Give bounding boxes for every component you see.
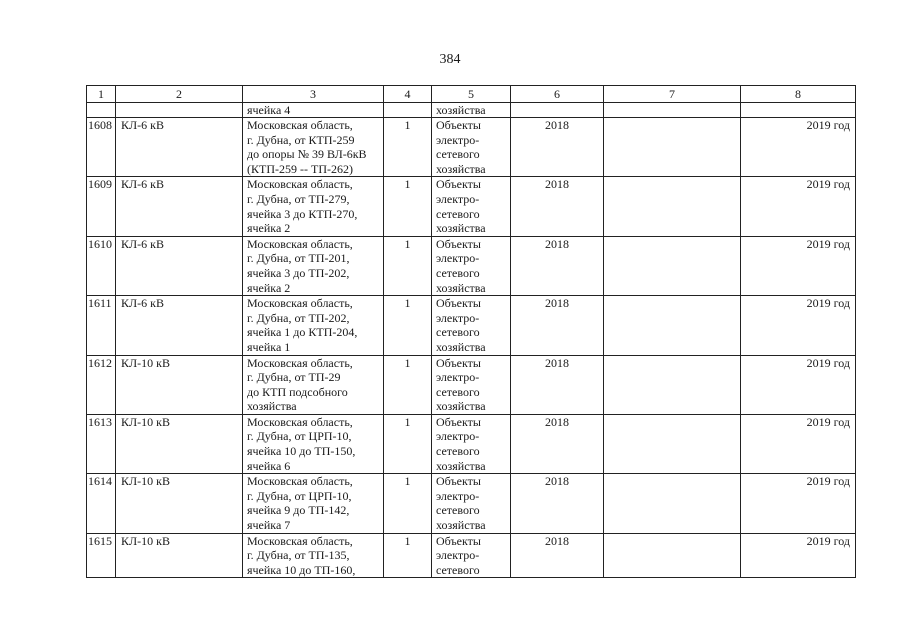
cell-num: 1609 [87, 177, 116, 236]
cell-location: Московская область, г. Дубна, от ТП-202, ячейка 1 до КТП-204, ячейка 1 [243, 296, 384, 355]
cell-num: 1610 [87, 236, 116, 295]
cell-object: хозяйства [432, 103, 511, 118]
column-number: 1 [87, 86, 116, 103]
cell-qty: 1 [384, 236, 432, 295]
cell-location: Московская область, г. Дубна, от ТП-135, ячейка 10 до ТП-160, [243, 533, 384, 578]
cell-num: 1613 [87, 414, 116, 473]
cell-qty: 1 [384, 355, 432, 414]
cell-num [87, 103, 116, 118]
cell-qty: 1 [384, 474, 432, 533]
cell-qty: 1 [384, 177, 432, 236]
cell-col7 [604, 533, 741, 578]
cell-qty: 1 [384, 414, 432, 473]
cell-location: Московская область, г. Дубна, от ТП-29 до КТП подсобного хозяйства [243, 355, 384, 414]
column-number: 2 [116, 86, 243, 103]
cell-num: 1611 [87, 296, 116, 355]
cell-location: Московская область, г. Дубна, от ТП-201, ячейка 3 до ТП-202, ячейка 2 [243, 236, 384, 295]
cell-year: 2018 [511, 296, 604, 355]
continuation-row [87, 103, 856, 118]
cell-location: Московская область, г. Дубна, от ЦРП-10, ячейка 9 до ТП-142, ячейка 7 [243, 474, 384, 533]
table-row [87, 533, 856, 578]
column-number: 8 [741, 86, 856, 103]
cell-type: КЛ-10 кВ [116, 414, 243, 473]
cell-type: КЛ-6 кВ [116, 177, 243, 236]
cell-due [741, 103, 856, 118]
cell-col7 [604, 177, 741, 236]
cell-due: 2019 год [741, 177, 856, 236]
cell-num: 1614 [87, 474, 116, 533]
table-row [87, 177, 856, 236]
column-number: 5 [432, 86, 511, 103]
cell-due: 2019 год [741, 355, 856, 414]
cell-object: Объекты электро- сетевого хозяйства [432, 355, 511, 414]
cell-object: Объекты электро- сетевого хозяйства [432, 296, 511, 355]
column-number: 4 [384, 86, 432, 103]
cell-col7 [604, 414, 741, 473]
cell-location: ячейка 4 [243, 103, 384, 118]
column-number: 3 [243, 86, 384, 103]
table-row [87, 474, 856, 533]
cell-type: КЛ-10 кВ [116, 474, 243, 533]
cell-col7 [604, 296, 741, 355]
cell-type: КЛ-6 кВ [116, 296, 243, 355]
cell-due: 2019 год [741, 296, 856, 355]
cell-year: 2018 [511, 177, 604, 236]
cell-year: 2018 [511, 118, 604, 177]
cell-col7 [604, 103, 741, 118]
column-number: 7 [604, 86, 741, 103]
cell-object: Объекты электро- сетевого хозяйства [432, 118, 511, 177]
cell-year: 2018 [511, 533, 604, 578]
table-row [87, 296, 856, 355]
table-row [87, 118, 856, 177]
cell-object: Объекты электро- сетевого хозяйства [432, 474, 511, 533]
cell-due: 2019 год [741, 533, 856, 578]
cell-location: Московская область, г. Дубна, от КТП-259 до опоры № 39 ВЛ-6кВ (КТП-259 -- ТП-262) [243, 118, 384, 177]
column-number: 6 [511, 86, 604, 103]
cell-due: 2019 год [741, 236, 856, 295]
cell-object: Объекты электро- сетевого хозяйства [432, 177, 511, 236]
cell-qty [384, 103, 432, 118]
cell-type: КЛ-10 кВ [116, 533, 243, 578]
cell-due: 2019 год [741, 414, 856, 473]
cell-type: КЛ-10 кВ [116, 355, 243, 414]
cell-year: 2018 [511, 474, 604, 533]
cell-type [116, 103, 243, 118]
cell-col7 [604, 236, 741, 295]
cell-year: 2018 [511, 355, 604, 414]
cell-year: 2018 [511, 236, 604, 295]
cell-qty: 1 [384, 533, 432, 578]
cell-col7 [604, 118, 741, 177]
cell-num: 1615 [87, 533, 116, 578]
cell-object: Объекты электро- сетевого [432, 533, 511, 578]
page-number: 384 [439, 52, 461, 67]
table-row [87, 236, 856, 295]
cell-num: 1612 [87, 355, 116, 414]
cell-location: Московская область, г. Дубна, от ТП-279, ячейка 3 до КТП-270, ячейка 2 [243, 177, 384, 236]
cell-year [511, 103, 604, 118]
cell-location: Московская область, г. Дубна, от ЦРП-10, ячейка 10 до ТП-150, ячейка 6 [243, 414, 384, 473]
table-row [87, 414, 856, 473]
cell-col7 [604, 355, 741, 414]
cell-due: 2019 год [741, 118, 856, 177]
cell-object: Объекты электро- сетевого хозяйства [432, 414, 511, 473]
cell-col7 [604, 474, 741, 533]
registry-table [86, 85, 856, 578]
cell-object: Объекты электро- сетевого хозяйства [432, 236, 511, 295]
table-row [87, 355, 856, 414]
cell-type: КЛ-6 кВ [116, 236, 243, 295]
cell-year: 2018 [511, 414, 604, 473]
cell-type: КЛ-6 кВ [116, 118, 243, 177]
cell-qty: 1 [384, 118, 432, 177]
column-number-row [87, 86, 856, 103]
cell-qty: 1 [384, 296, 432, 355]
cell-due: 2019 год [741, 474, 856, 533]
cell-num: 1608 [87, 118, 116, 177]
